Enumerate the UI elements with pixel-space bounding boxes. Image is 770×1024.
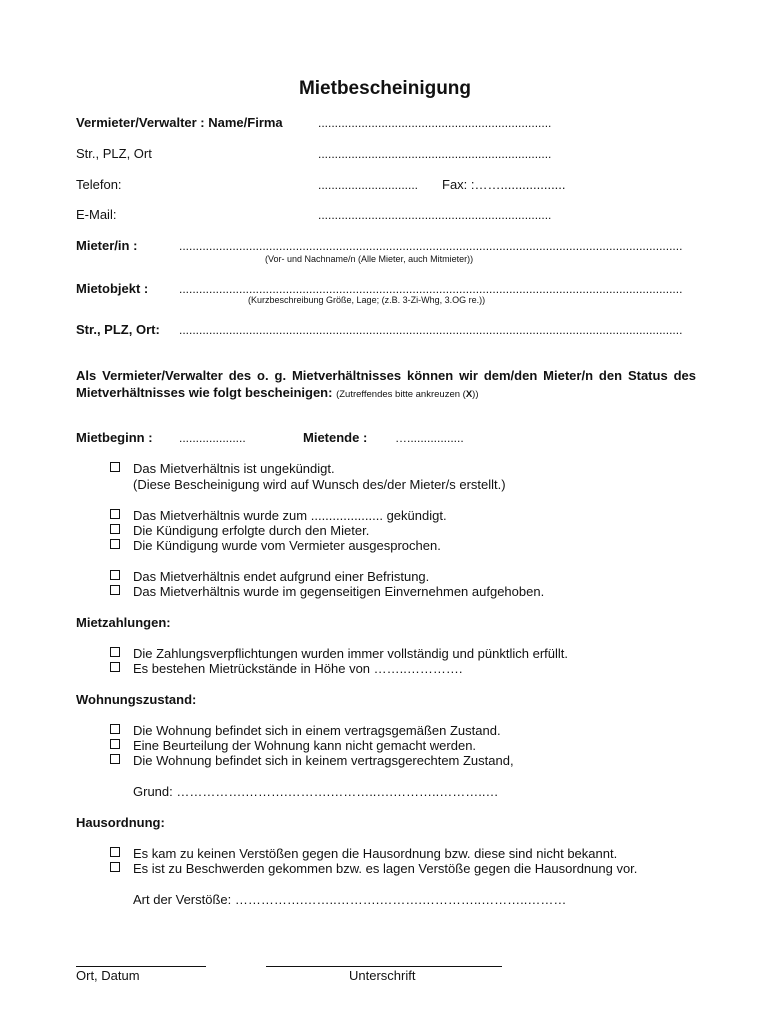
- status-statement: [76, 367, 696, 403]
- property-address-field[interactable]: .......................................................................................................................................................: [179, 323, 683, 337]
- status-option-fixed-term[interactable]: Das Mietverhältnis endet aufgrund einer Befristung.: [110, 569, 429, 584]
- property-address-label: Str., PLZ, Ort:: [76, 322, 160, 337]
- lease-start-field[interactable]: ....................: [179, 431, 246, 445]
- payments-option-arrears[interactable]: Es bestehen Mietrückstände in Höhe von ……..………….: [110, 661, 462, 676]
- house-rules-violations-field[interactable]: Art der Verstöße: …………….……..……….……….…………..………..………: [133, 892, 567, 907]
- checkbox-icon[interactable]: [110, 739, 120, 749]
- landlord-name-label: Vermieter/Verwalter : Name/Firma: [76, 115, 283, 130]
- house-rules-option-no-violations[interactable]: Es kam zu keinen Verstößen gegen die Hausordnung bzw. diese sind nicht bekannt.: [110, 846, 617, 861]
- checkbox-icon[interactable]: [110, 585, 120, 595]
- condition-option-no-assessment[interactable]: Eine Beurteilung der Wohnung kann nicht gemacht werden.: [110, 738, 476, 753]
- lease-end-field[interactable]: ….................: [395, 431, 464, 445]
- landlord-email-field[interactable]: ......................................................................: [318, 208, 552, 222]
- house-rules-option-violations[interactable]: Es ist zu Beschwerden gekommen bzw. es lagen Verstöße gegen die Hausordnung vor.: [110, 861, 637, 876]
- checkbox-icon[interactable]: [110, 509, 120, 519]
- checkbox-icon[interactable]: [110, 847, 120, 857]
- signature-line[interactable]: [266, 966, 502, 967]
- lease-start-label: Mietbeginn :: [76, 430, 153, 445]
- landlord-fax-field[interactable]: Fax: :……..................: [442, 177, 566, 192]
- checkbox-icon[interactable]: [110, 754, 120, 764]
- place-date-line[interactable]: [76, 966, 206, 967]
- checkbox-icon[interactable]: [110, 647, 120, 657]
- status-statement-note: (Zutreffendes bitte ankreuzen (X)): [336, 389, 479, 400]
- status-option-mutual-agreement[interactable]: Das Mietverhältnis wurde im gegenseitigen Einvernehmen aufgehoben.: [110, 584, 544, 599]
- place-date-label: Ort, Datum: [76, 968, 140, 983]
- checkbox-icon[interactable]: [110, 662, 120, 672]
- condition-reason-field[interactable]: Grund: …………….……….……….………..….………..………..…: [133, 784, 499, 799]
- landlord-address-label: Str., PLZ, Ort: [76, 146, 152, 161]
- landlord-name-field[interactable]: ......................................................................: [318, 116, 552, 130]
- status-option-not-terminated-note: (Diese Bescheinigung wird auf Wunsch des/der Mieter/s erstellt.): [133, 477, 506, 492]
- signature-label: Unterschrift: [349, 968, 416, 983]
- landlord-address-field[interactable]: ......................................................................: [318, 147, 552, 161]
- document-title: Mietbescheinigung: [298, 78, 472, 99]
- property-label: Mietobjekt :: [76, 281, 149, 296]
- status-option-terminated-on[interactable]: Das Mietverhältnis wurde zum .................... gekündigt.: [110, 508, 447, 523]
- checkbox-icon[interactable]: [110, 862, 120, 872]
- tenant-label: Mieter/in :: [76, 238, 138, 253]
- condition-option-non-compliant[interactable]: Die Wohnung befindet sich in keinem vertragsgerechtem Zustand,: [110, 753, 514, 768]
- status-option-not-terminated[interactable]: Das Mietverhältnis ist ungekündigt.: [110, 461, 335, 476]
- tenant-hint: (Vor- und Nachname/n (Alle Mieter, auch Mitmieter)): [265, 254, 474, 264]
- landlord-phone-field[interactable]: ..............................: [318, 178, 419, 192]
- property-field[interactable]: .......................................................................................................................................................: [179, 282, 683, 296]
- payments-option-fulfilled[interactable]: Die Zahlungsverpflichtungen wurden immer vollständig und pünktlich erfüllt.: [110, 646, 568, 661]
- lease-end-label: Mietende :: [303, 430, 368, 445]
- checkbox-icon[interactable]: [110, 570, 120, 580]
- checkbox-icon[interactable]: [110, 539, 120, 549]
- landlord-email-label: E-Mail:: [76, 207, 117, 222]
- status-option-terminated-by-landlord[interactable]: Die Kündigung wurde vom Vermieter ausgesprochen.: [110, 538, 441, 553]
- checkbox-icon[interactable]: [110, 724, 120, 734]
- landlord-phone-label: Telefon:: [76, 177, 122, 192]
- checkbox-icon[interactable]: [110, 524, 120, 534]
- status-option-terminated-by-tenant[interactable]: Die Kündigung erfolgte durch den Mieter.: [110, 523, 369, 538]
- property-hint: (Kurzbeschreibung Größe, Lage; (z.B. 3-Zi-Whg, 3.OG re.)): [248, 295, 486, 305]
- tenant-field[interactable]: .......................................................................................................................................................: [179, 239, 683, 253]
- status-statement-text: Als Vermieter/Verwalter des o. g. Mietverhältnisses können wir dem/den Mieter/n den Status des Mietverhältnisses wie folgt bescheinigen:: [76, 368, 696, 400]
- condition-heading: Wohnungszustand:: [76, 692, 197, 707]
- checkbox-icon[interactable]: [110, 462, 120, 472]
- condition-option-compliant[interactable]: Die Wohnung befindet sich in einem vertragsgemäßen Zustand.: [110, 723, 501, 738]
- payments-heading: Mietzahlungen:: [76, 615, 171, 630]
- house-rules-heading: Hausordnung:: [76, 815, 165, 830]
